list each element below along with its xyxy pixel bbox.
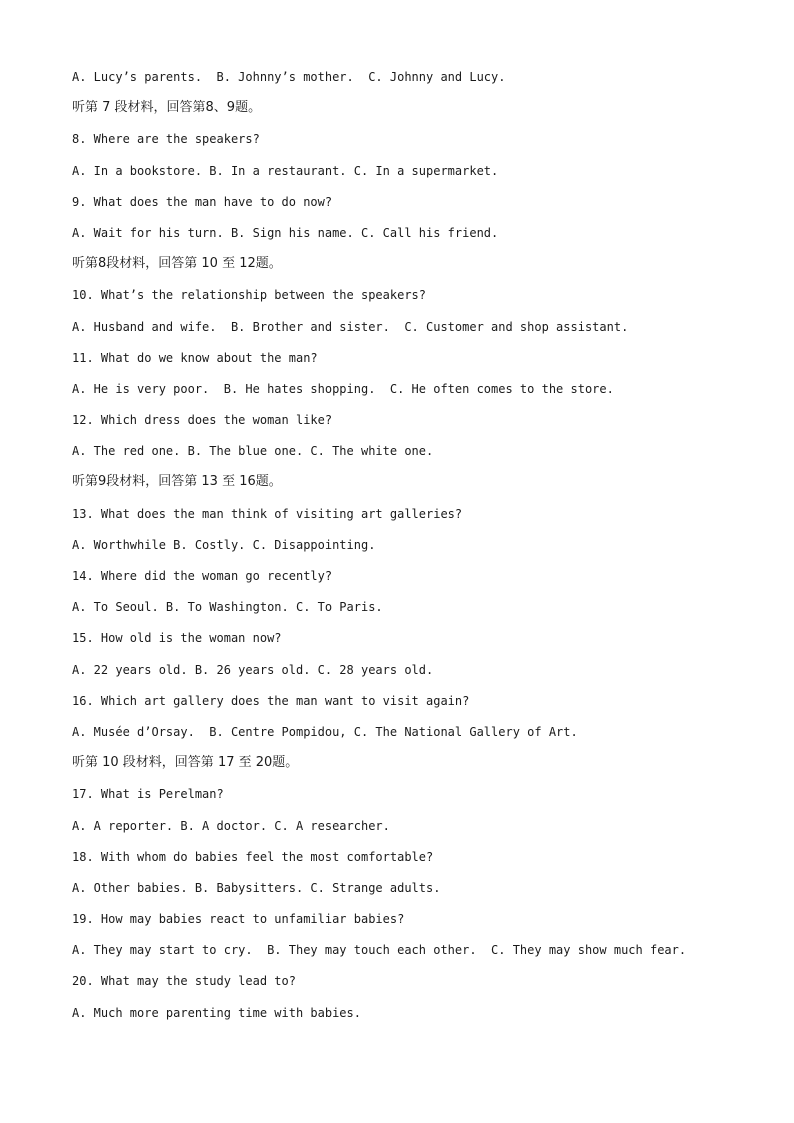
question-text: 8. Where are the speakers?: [72, 132, 260, 147]
question-text: 19. How may babies react to unfamiliar babies?: [72, 912, 405, 927]
answer-options: A. In a bookstore. B. In a restaurant. C. In a supermarket.: [72, 163, 499, 178]
question-text: 20. What may the study lead to?: [72, 974, 296, 989]
question-text: 11. What do we know about the man?: [72, 350, 318, 365]
question-text: 9. What does the man have to do now?: [72, 194, 333, 209]
answer-options: A. A reporter. B. A doctor. C. A researcher.: [72, 818, 390, 833]
answer-options: A. The red one. B. The blue one. C. The white one.: [72, 444, 434, 459]
document-body: [72, 66, 772, 1033]
answer-options: A. Lucy’s parents. B. Johnny’s mother. C. Johnny and Lucy.: [72, 70, 506, 84]
section-heading: 听第8段材料，回答第 10 至 12题。: [72, 256, 282, 272]
answer-options: A. He is very poor. B. He hates shopping. C. He often comes to the store.: [72, 381, 614, 396]
answer-options: A. 22 years old. B. 26 years old. C. 28 years old.: [72, 662, 434, 677]
answer-options: A. Much more parenting time with babies.: [72, 1005, 361, 1020]
question-text: 17. What is Perelman?: [72, 787, 224, 802]
answer-options: A. To Seoul. B. To Washington. C. To Paris.: [72, 600, 383, 615]
section-heading: 听第 10 段材料，回答第 17 至 20题。: [72, 755, 299, 771]
question-text: 13. What does the man think of visiting art galleries?: [72, 506, 463, 521]
question-text: 15. How old is the woman now?: [72, 631, 282, 646]
answer-options: A. Other babies. B. Babysitters. C. Strange adults.: [72, 880, 441, 895]
question-text: 18. With whom do babies feel the most comfortable?: [72, 849, 434, 864]
question-text: 12. Which dress does the woman like?: [72, 413, 333, 428]
question-text: 16. Which art gallery does the man want to visit again?: [72, 693, 470, 708]
answer-options: A. They may start to cry. B. They may touch each other. C. They may show much fear.: [72, 943, 687, 958]
answer-options: A. Husband and wife. B. Brother and sister. C. Customer and shop assistant.: [72, 319, 629, 334]
answer-options: A. Musée d’Orsay. B. Centre Pompidou, C. The National Gallery of Art.: [72, 724, 578, 739]
question-text: 14. Where did the woman go recently?: [72, 569, 333, 583]
question-text: 10. What’s the relationship between the speakers?: [72, 288, 427, 303]
answer-options: A. Worthwhile B. Costly. C. Disappointing.: [72, 537, 376, 552]
section-heading: 听第 7 段材料，回答第8、9题。: [72, 100, 262, 116]
section-heading: 听第9段材料，回答第 13 至 16题。: [72, 474, 282, 490]
answer-options: A. Wait for his turn. B. Sign his name. C. Call his friend.: [72, 225, 499, 240]
